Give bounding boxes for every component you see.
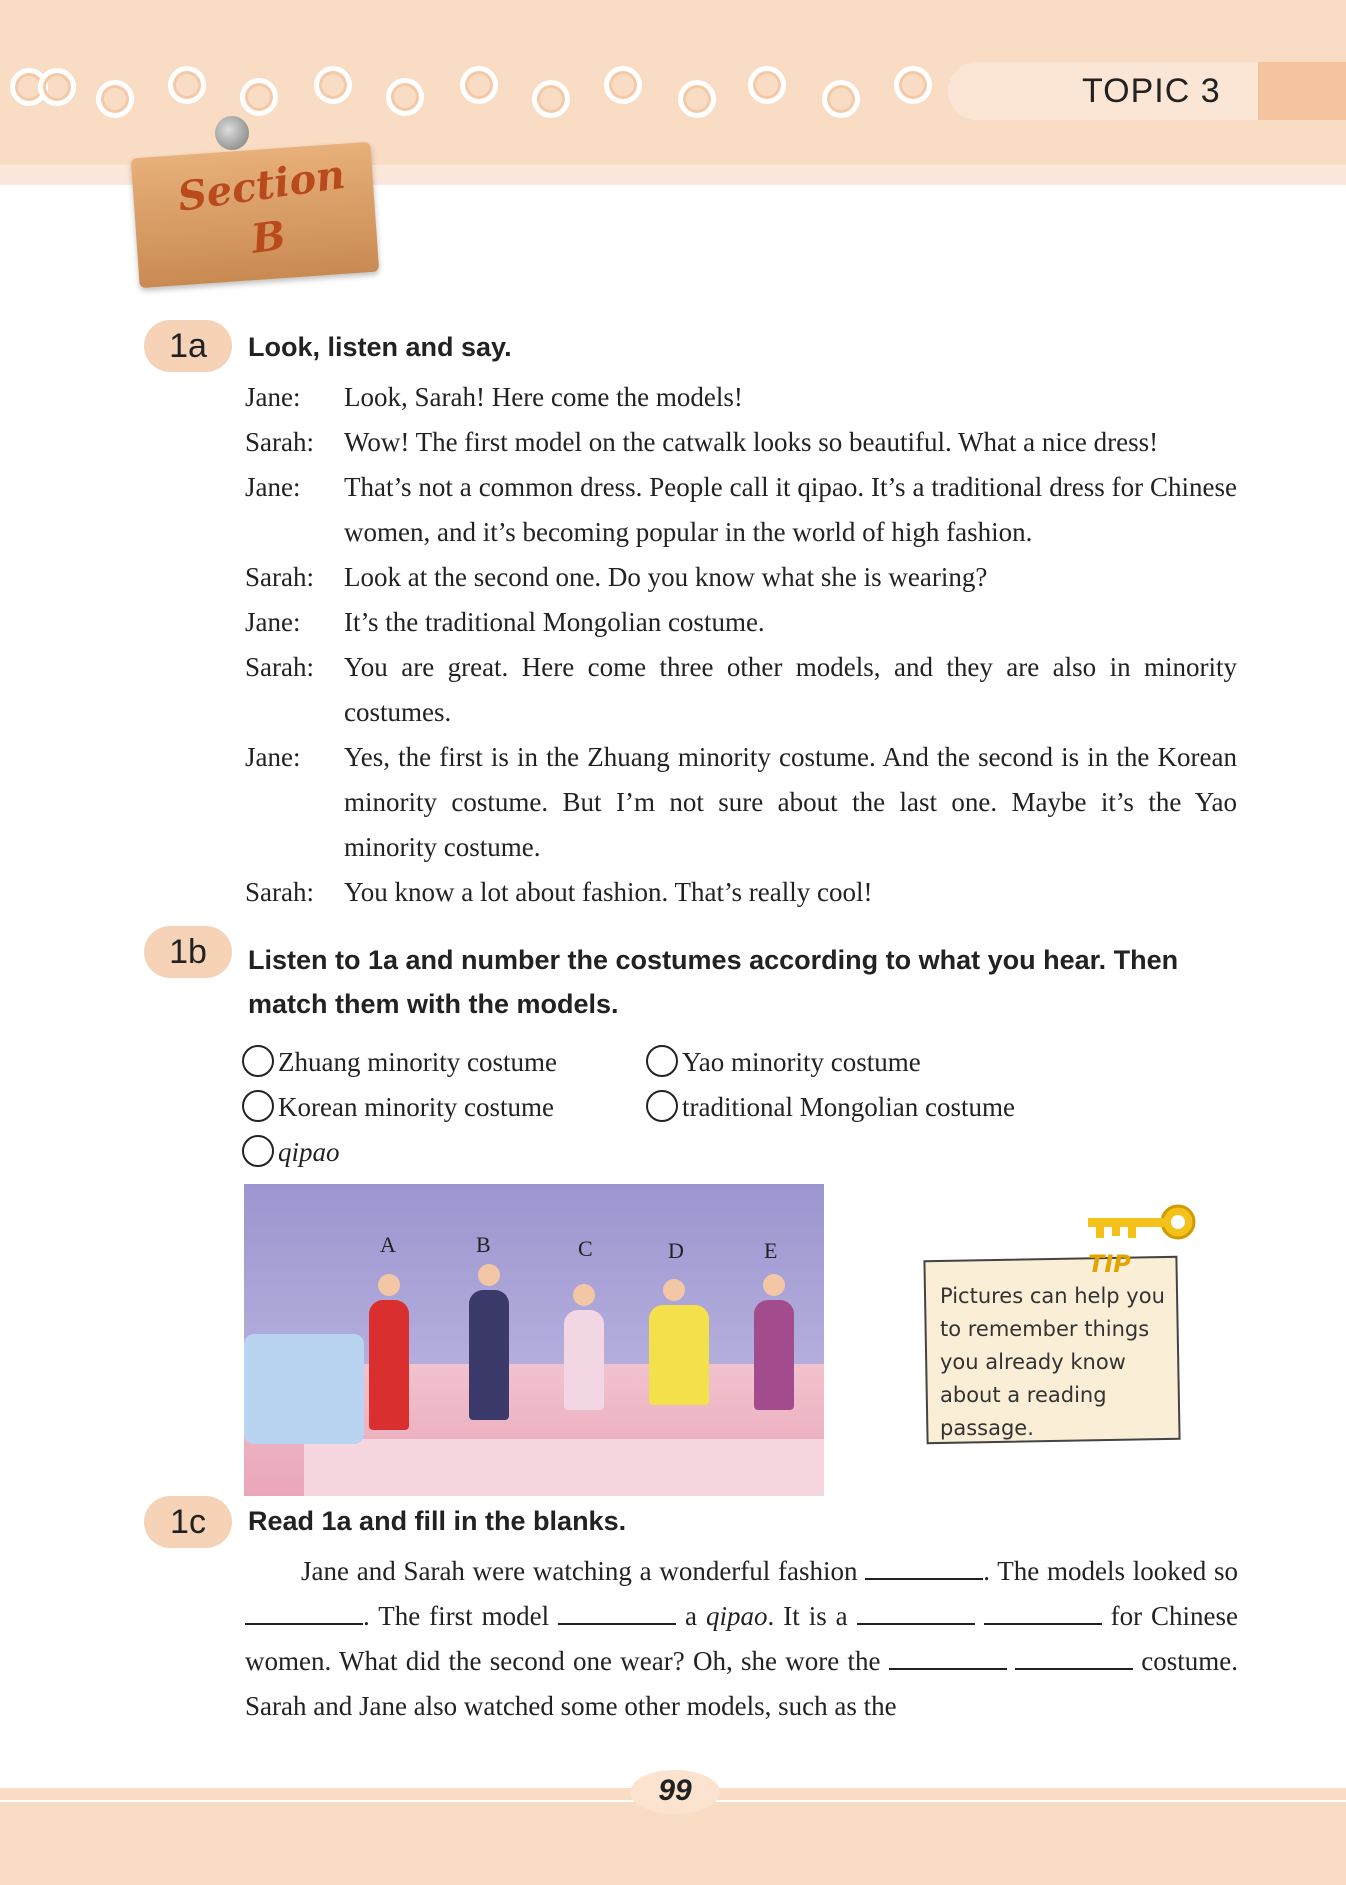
speaker: Sarah:: [245, 562, 314, 592]
model-head: [378, 1274, 400, 1296]
text-run: costume. Sarah and Jane also watched some other models, such as the: [245, 1646, 1238, 1721]
exercise-badge-1a: 1a: [144, 320, 232, 372]
text-run: Jane and Sarah were watching a wonderful fashion: [301, 1556, 866, 1586]
instruction-1a: Look, listen and say.: [248, 332, 512, 362]
utterance: Look, Sarah! Here come the models!: [344, 382, 743, 412]
decorative-ring: [96, 80, 134, 118]
decorative-ring: [168, 66, 206, 104]
tip-text: Pictures can help you to remember things you already know about a reading passage.: [940, 1284, 1165, 1440]
option-label: qipao: [278, 1137, 340, 1167]
option-label: Korean minority costume: [278, 1092, 554, 1122]
answer-blank[interactable]: [857, 1599, 975, 1625]
speaker: Jane:: [245, 607, 301, 637]
utterance: That’s not a common dress. People call it qipao. It’s a traditional dress for Chinese women, and it’s becoming popular in the world of high fashion.: [344, 472, 1237, 547]
topic-label: TOPIC 3: [1082, 72, 1221, 110]
model-costume: [469, 1290, 509, 1420]
answer-blank[interactable]: [245, 1599, 363, 1625]
fashion-show-illustration: [244, 1184, 824, 1496]
costume-option[interactable]: [242, 1085, 554, 1130]
tip-title: TIP: [1088, 1250, 1131, 1278]
text-run: a: [676, 1601, 707, 1631]
picture-label-b: B: [476, 1232, 491, 1257]
decorative-ring: [460, 66, 498, 104]
instruction-1c: Read 1a and fill in the blanks.: [248, 1506, 627, 1536]
speaker: Jane:: [245, 742, 301, 772]
utterance: You know a lot about fashion. That’s really cool!: [344, 877, 873, 907]
decorative-ring: [386, 78, 424, 116]
exercise-badge-1c: 1c: [144, 1496, 232, 1548]
answer-blank[interactable]: [1015, 1644, 1133, 1670]
utterance: Wow! The first model on the catwalk looks so beautiful. What a nice dress!: [344, 427, 1159, 457]
model-costume: [369, 1300, 409, 1430]
model-costume: [754, 1300, 794, 1410]
number-circle[interactable]: [646, 1045, 678, 1077]
speaker: Sarah:: [245, 427, 314, 457]
text-run: . The models looked so: [983, 1556, 1238, 1586]
answer-blank[interactable]: [865, 1554, 983, 1580]
decorative-ring: [314, 66, 352, 104]
option-label: Yao minority costume: [682, 1047, 921, 1077]
section-title-word: Section: [174, 150, 348, 221]
option-label: Zhuang minority costume: [278, 1047, 557, 1077]
decorative-ring: [604, 66, 642, 104]
answer-blank[interactable]: [558, 1599, 676, 1625]
model-d: [649, 1279, 699, 1405]
audience: [244, 1334, 364, 1444]
model-a: [364, 1274, 414, 1430]
runway-front: [304, 1439, 824, 1496]
model-costume: [649, 1305, 709, 1405]
decorative-ring: [678, 80, 716, 118]
number-circle[interactable]: [242, 1045, 274, 1077]
picture-label-d: D: [668, 1238, 684, 1263]
model-b: [464, 1264, 514, 1420]
instruction-1b: Listen to 1a and number the costumes according to what you hear. Then match them with the models.: [248, 945, 1179, 1019]
utterance: It’s the traditional Mongolian costume.: [344, 607, 765, 637]
costume-option[interactable]: [242, 1130, 340, 1175]
decorative-ring: [822, 80, 860, 118]
decorative-ring: [38, 68, 76, 106]
number-circle[interactable]: [242, 1090, 274, 1122]
speaker: Jane:: [245, 472, 301, 502]
speaker: Sarah:: [245, 652, 314, 682]
costume-option[interactable]: [242, 1040, 557, 1085]
exercise-badge-1b: 1b: [144, 926, 232, 978]
answer-blank[interactable]: [984, 1599, 1102, 1625]
model-head: [573, 1284, 595, 1306]
picture-label-e: E: [764, 1238, 778, 1263]
model-costume: [564, 1310, 604, 1410]
text-run: for Chinese women. What did the second one wear? Oh, she wore the: [245, 1601, 1239, 1676]
picture-label-a: A: [380, 1232, 396, 1257]
speaker: Jane:: [245, 382, 301, 412]
utterance: Yes, the first is in the Zhuang minority costume. And the second is in the Korean minority costume. But I’m not sure about the last one. Maybe it’s the Yao minority costume.: [344, 742, 1237, 862]
pin-icon: [215, 116, 249, 150]
decorative-ring: [240, 78, 278, 116]
page-number: 99: [658, 1774, 692, 1807]
costume-option[interactable]: [646, 1085, 1015, 1130]
section-title-letter: B: [248, 211, 289, 263]
text-run: . It is a: [767, 1601, 857, 1631]
key-icon: [1088, 1196, 1198, 1256]
decorative-ring: [894, 66, 932, 104]
answer-blank[interactable]: [889, 1644, 1007, 1670]
picture-label-c: C: [578, 1236, 593, 1261]
text-run: . The first model: [363, 1601, 559, 1631]
model-head: [478, 1264, 500, 1286]
model-c: [559, 1284, 609, 1410]
text-run: qipao: [706, 1601, 768, 1631]
decorative-ring: [532, 80, 570, 118]
model-head: [663, 1279, 685, 1301]
utterance: Look at the second one. Do you know what she is wearing?: [344, 562, 988, 592]
costume-option[interactable]: [646, 1040, 921, 1085]
topic-tab: [1258, 62, 1346, 120]
utterance: You are great. Here come three other models, and they are also in minority costumes.: [344, 652, 1237, 727]
speaker: Sarah:: [245, 877, 314, 907]
option-label: traditional Mongolian costume: [682, 1092, 1015, 1122]
fill-in-paragraph: [245, 1549, 1238, 1729]
decorative-ring: [748, 66, 786, 104]
number-circle[interactable]: [646, 1090, 678, 1122]
model-head: [763, 1274, 785, 1296]
model-e: [749, 1274, 799, 1410]
number-circle[interactable]: [242, 1135, 274, 1167]
